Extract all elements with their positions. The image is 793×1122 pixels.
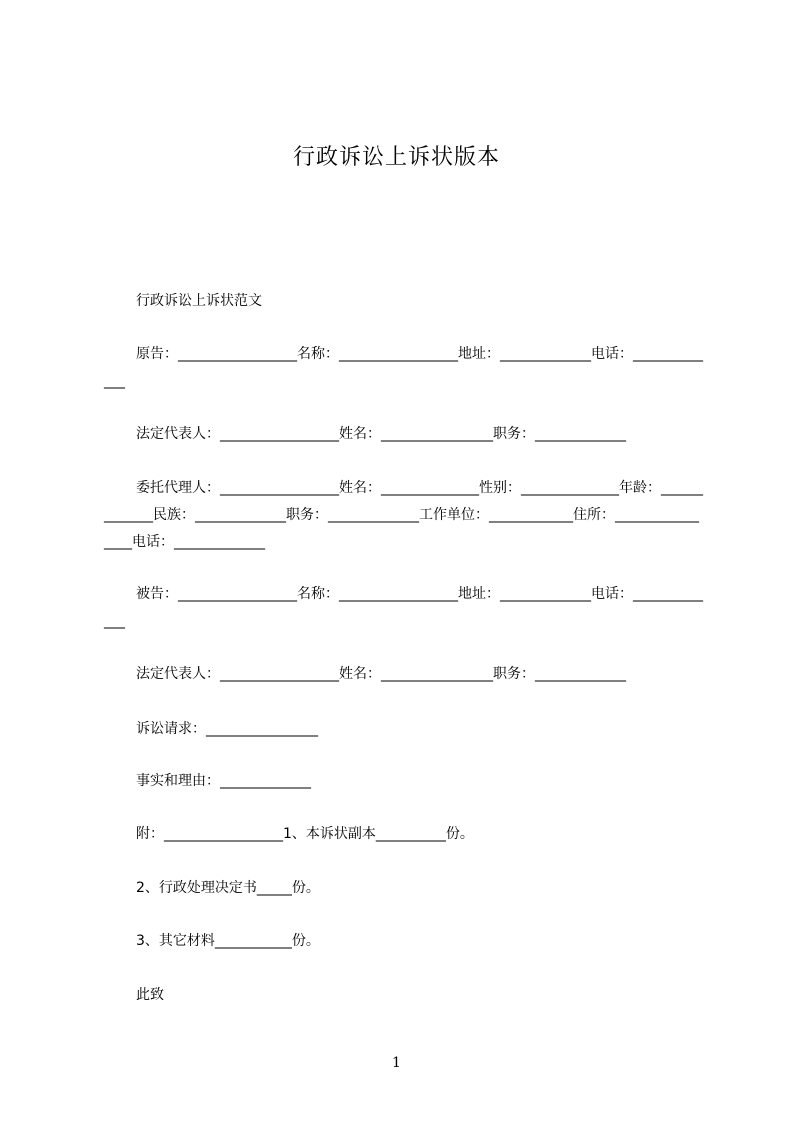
document-title: 行政诉讼上诉状版本 [292, 145, 500, 170]
defendant-representative-line: 法定代表人：_________________姓名：________________职务：_____________ [136, 666, 626, 682]
defendant-paragraph [104, 581, 704, 635]
claims-line: 诉讼请求：________________ [136, 721, 318, 737]
attachment-item-2: 2、行政处理决定书_____份。 [136, 880, 320, 896]
plaintiff-text: 原告：_________________名称：_________________地址：_____________电话：_____________ [104, 346, 703, 389]
attachment-item-3: 3、其它材料___________份。 [136, 933, 320, 949]
defendant-text: 被告：_________________名称：_________________地址：_____________电话：_____________ [104, 586, 703, 629]
plaintiff-paragraph [104, 341, 704, 395]
closing-text: 此致 [136, 987, 164, 1003]
agent-text: 委托代理人：_________________姓名：______________性别：______________年龄：_____________民族：_____________职务：_____________工作单位：____________住所：________________电话：_____________ [104, 480, 703, 550]
page-number: 1 [392, 1055, 401, 1071]
attachment-line: 附：_________________1、本诉状副本__________份。 [136, 826, 474, 842]
facts-line: 事实和理由：_____________ [136, 773, 311, 789]
document-subtitle: 行政诉讼上诉状范文 [136, 293, 262, 309]
agent-paragraph [104, 475, 704, 556]
plaintiff-representative-line: 法定代表人：_________________姓名：________________职务：_____________ [136, 426, 626, 442]
